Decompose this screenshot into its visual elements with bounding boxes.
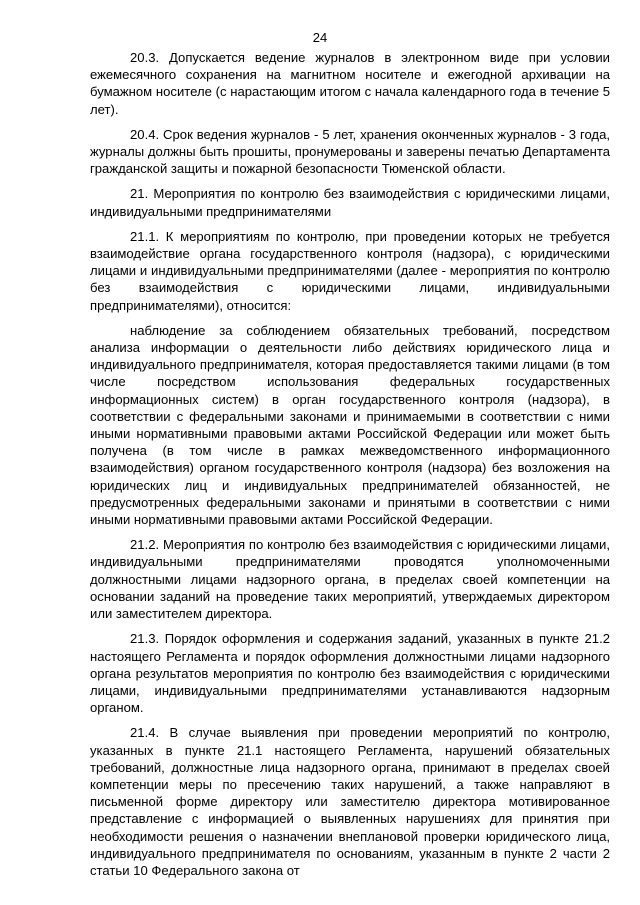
paragraph-21-3: 21.3. Порядок оформления и содержания заданий, указанных в пункте 21.2 настоящего Регламента и порядок оформления должностными лицами надзорного органа результатов мероприятия по контролю без взаимодействия с юридическими лицами, индивидуальными предпринимателями устанавливаются надзорным органом. <box>90 631 610 716</box>
paragraph-20-4: 20.4. Срок ведения журналов - 5 лет, хранения оконченных журналов - 3 года, журналы должны быть прошиты, пронумерованы и заверены печатью Департамента гражданской защиты и пожарной безопасности Тюменской области. <box>90 126 610 177</box>
document-body <box>90 49 610 887</box>
page-number: 24 <box>312 30 328 45</box>
paragraph-21-4: 21.4. В случае выявления при проведении мероприятий по контролю, указанных в пункте 21.1 настоящего Регламента, нарушений обязательных требований, должностные лица надзорного органа, принимают в пределах своей компетенции меры по пресечению таких нарушений, а также направляют в письменной форме директору или заместителю директора мотивированное представление с информацией о выявленных нарушениях для принятия при необходимости решения о назначении внеплановой проверки юридического лица, индивидуального предпринимателя по основаниям, указанным в пункте 2 части 2 статьи 10 Федерального закона от <box>90 725 610 878</box>
paragraph-21-2: 21.2. Мероприятия по контролю без взаимодействия с юридическими лицами, индивидуальными предпринимателями проводятся уполномоченными должностными лицами надзорного органа, в пределах своей компетенции на основании заданий на проведение таких мероприятий, утверждаемых директором или заместителем директора. <box>90 537 610 622</box>
paragraph-20-3: 20.3. Допускается ведение журналов в электронном виде при условии ежемесячного сохранения на магнитном носителе и ежегодной архивации на бумажном носителе (с нарастающим итогом с начала календарного года в течение 5 лет). <box>90 50 610 117</box>
paragraph-21-1: 21.1. К мероприятиям по контролю, при проведении которых не требуется взаимодействие органа государственного контроля (надзора), с юридическими лицами и индивидуальными предпринимателями (далее - мероприятия по контролю без взаимодействия с юридическими лицами, индивидуальными предпринимателями), относится: <box>90 228 610 313</box>
paragraph-21-1-observation: наблюдение за соблюдением обязательных требований, посредством анализа информации о деятельности либо действиях юридического лица и индивидуального предпринимателя, которая предоставляется такими лицами (в том числе посредством использования федеральных государственных информационных систем) в орган государственного контроля (надзора), в соответствии с федеральными законами и принимаемыми в соответствии с ними иными нормативными правовыми актами Российской Федерации или может быть получена (в том числе в рамках межведомственного информационного взаимодействия) органом государственного контроля (надзора) без возложения на юридических лиц и индивидуальных предпринимателей обязанностей, не предусмотренных федеральными законами и принятыми в соответствии с ними иными нормативными правовыми актами Российской Федерации. <box>90 322 610 528</box>
section-21-heading: 21. Мероприятия по контролю без взаимодействия с юридическими лицами, индивидуальными предпринимателями <box>90 186 610 219</box>
